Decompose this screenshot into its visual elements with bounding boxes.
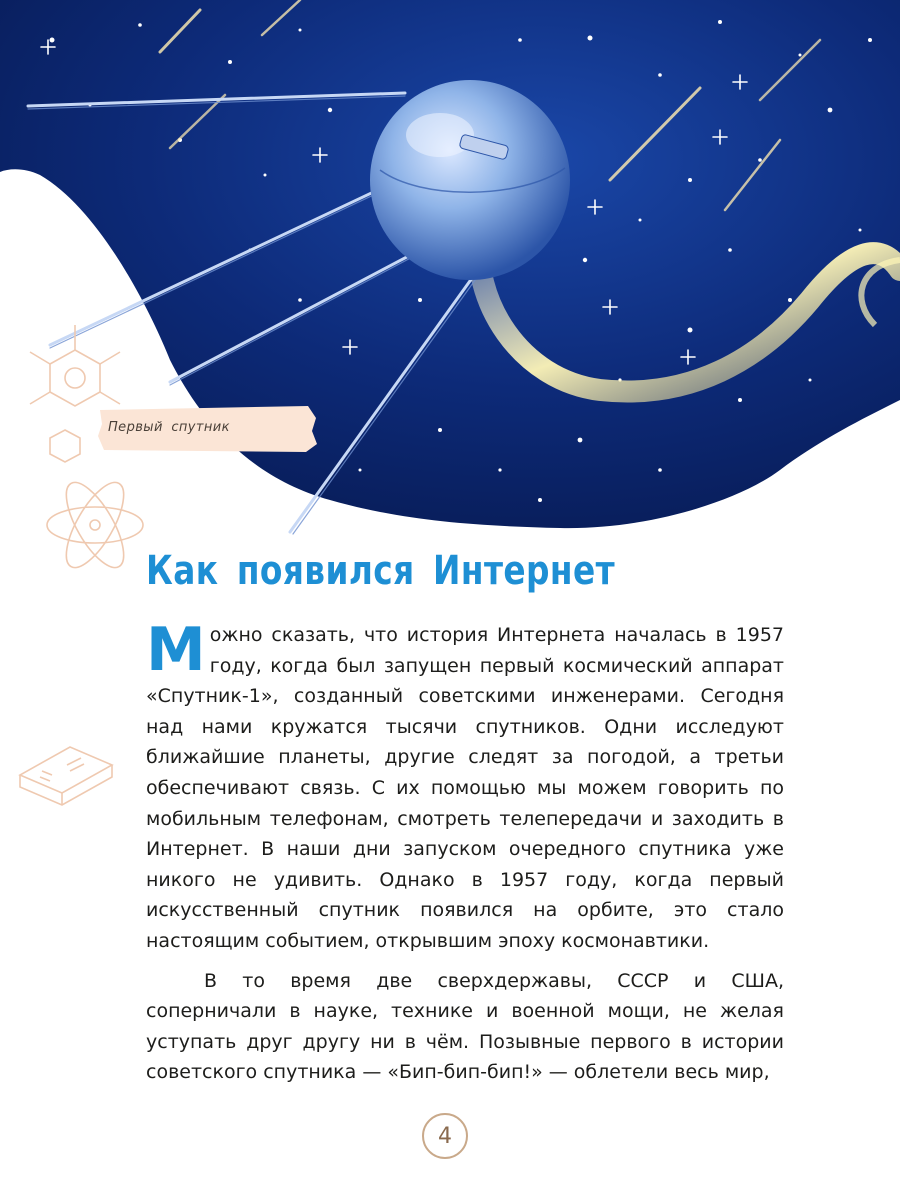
paragraph-2: В то время две сверхдержавы, СССР и США, соперничали в науке, технике и военной мощи, не желая уступать друг другу ни в чём. Позывные первого в истории советского спутника — «Бип-бип-бип!» — облетели весь мир, [146, 969, 784, 1084]
body-text [146, 615, 784, 1088]
drop-cap: М [146, 615, 206, 685]
book-doodle-icon [12, 735, 122, 825]
page-number: 4 [422, 1113, 468, 1159]
sputnik-illustration [0, 0, 900, 540]
page-title: Как появился Интернет [146, 548, 616, 594]
caption-tag [98, 404, 318, 454]
sputnik-sphere [370, 80, 570, 280]
paragraph-1-text: ожно сказать, что история Интернета началась в 1957 году, когда был запущен первый космический аппарат «Спутник-1», созданный советскими инженерами. Сегодня над нами кружатся тысячи спутников. Одни исследуют ближайшие планеты, другие следят за погодой, а третьи обеспечивают связь. С их помощью мы можем говорить по мобильным телефонам, смотреть телепередачи и заходить в Интернет. В наши дни запуском очередного спутника уже никого не удивить. Однако в 1957 году, когда первый искусственный спутник появился на орбите, это стало настоящим событием, открывшим эпоху космонавтики. [146, 624, 784, 952]
caption-text: Первый спутник [108, 420, 230, 435]
paragraph-1 [146, 615, 784, 957]
atom-doodle-icon [40, 470, 150, 580]
